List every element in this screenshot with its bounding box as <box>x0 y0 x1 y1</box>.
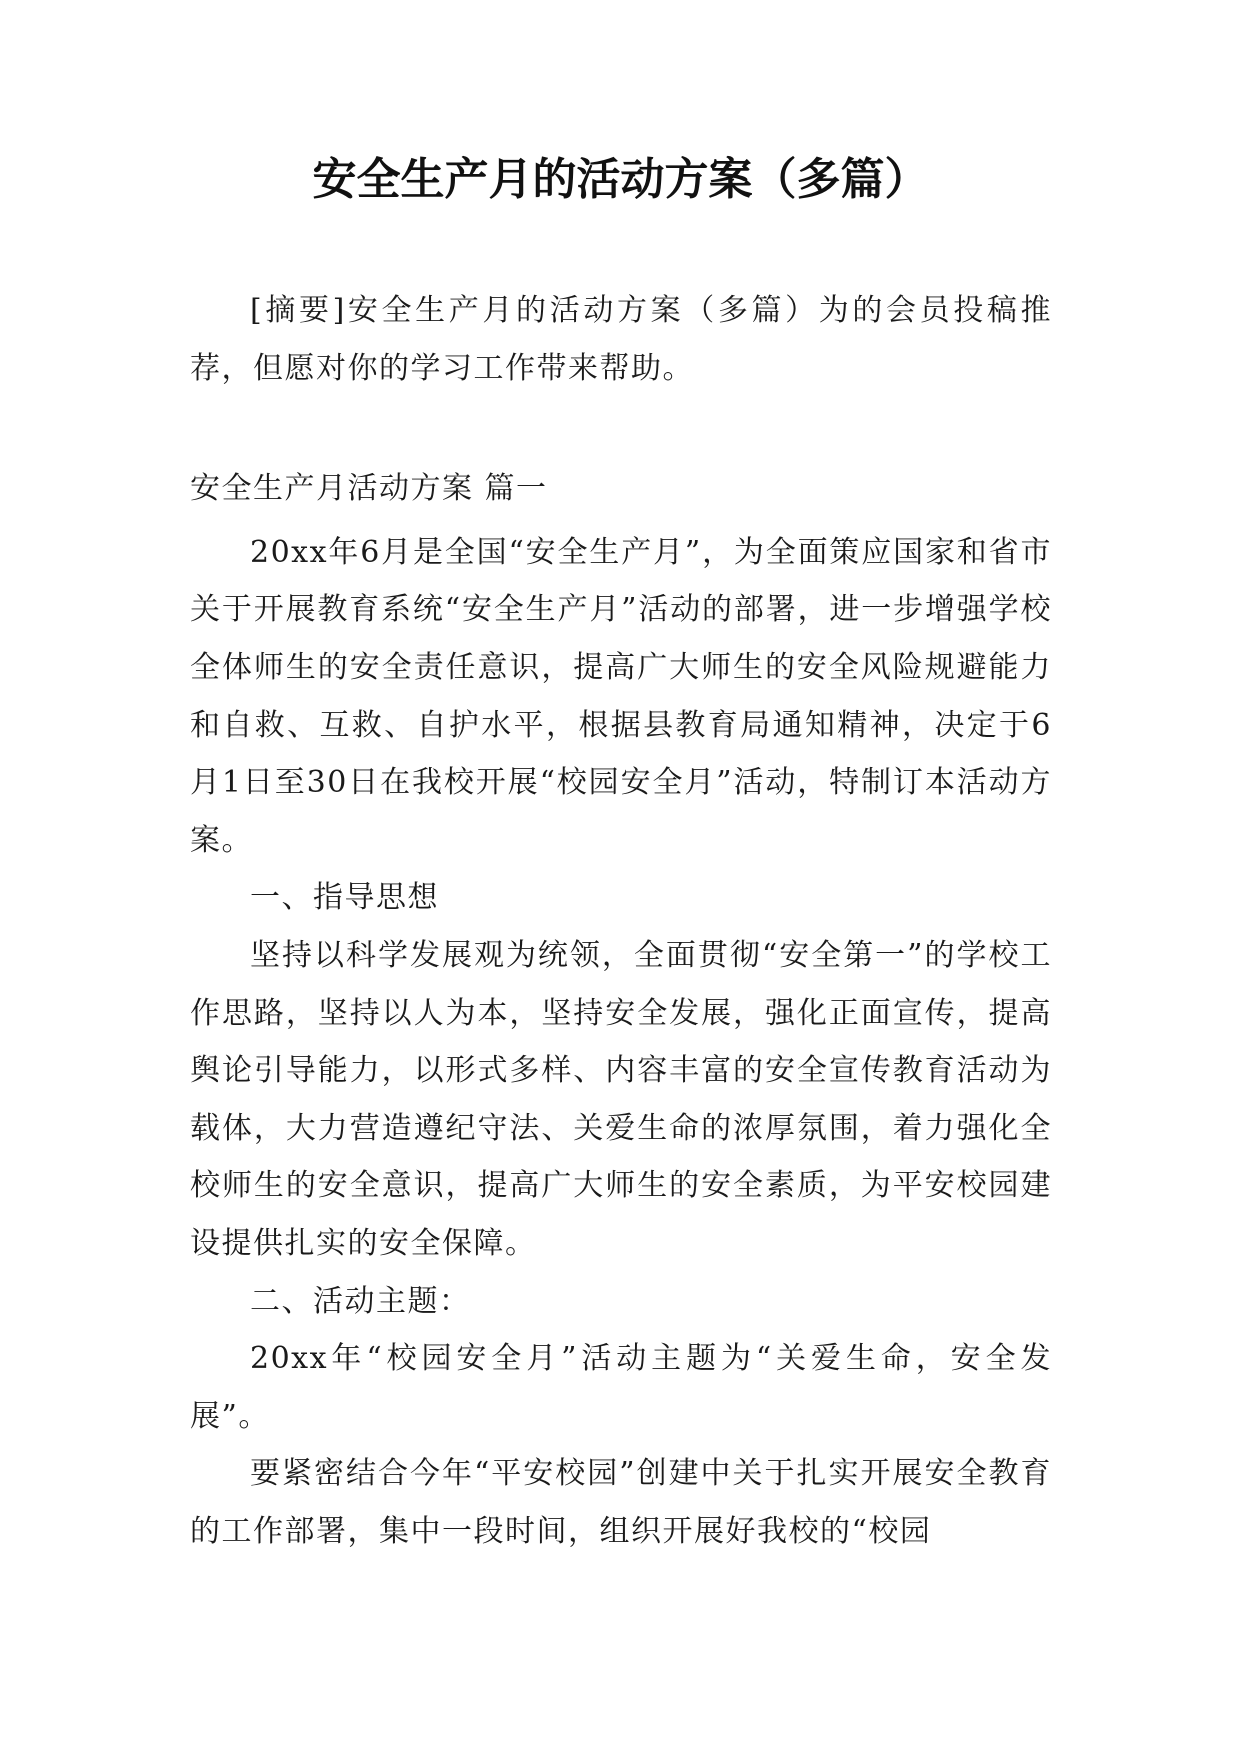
body-paragraph-activity-theme: 20xx年“校园安全月”活动主题为“关爱生命，安全发展”。 <box>190 1341 1052 1434</box>
document-title: 安全生产月的活动方案（多篇） <box>312 154 929 205</box>
body-paragraph-campaign: 要紧密结合今年“平安校园”创建中关于扎实开展安全教育的工作部署，集中一段时间，组织开展好我校的“校园 <box>190 1456 1052 1549</box>
document-body <box>190 282 1052 1560</box>
subheading-guiding-ideology: 一、指导思想 <box>250 880 439 916</box>
spacer <box>190 397 1052 460</box>
section-heading: 安全生产月活动方案 篇一 <box>190 471 548 507</box>
abstract-paragraph: [摘要]安全生产月的活动方案（多篇）为的会员投稿推荐，但愿对你的学习工作带来帮助。 <box>190 293 1052 386</box>
body-paragraph-guiding-ideology: 坚持以科学发展观为统领，全面贯彻“安全第一”的学校工作思路，坚持以人为本，坚持安全发展，强化正面宣传，提高舆论引导能力，以形式多样、内容丰富的安全宣传教育活动为载体，大力营造遵纪守法、关爱生命的浓厚氛围，着力强化全校师生的安全意识，提高广大师生的安全素质，为平安校园建设提供扎实的安全保障。 <box>190 937 1052 1261</box>
body-paragraph-intro: 20xx年6月是全国“安全生产月”，为全面策应国家和省市关于开展教育系统“安全生产月”活动的部署，进一步增强学校全体师生的安全责任意识，提高广大师生的安全风险规避能力和自救、互救、自护水平，根据县教育局通知精神，决定于6月1日至30日在我校开展“校园安全月”活动，特制订本活动方案。 <box>190 534 1052 858</box>
subheading-activity-theme: 二、活动主题： <box>250 1283 471 1319</box>
